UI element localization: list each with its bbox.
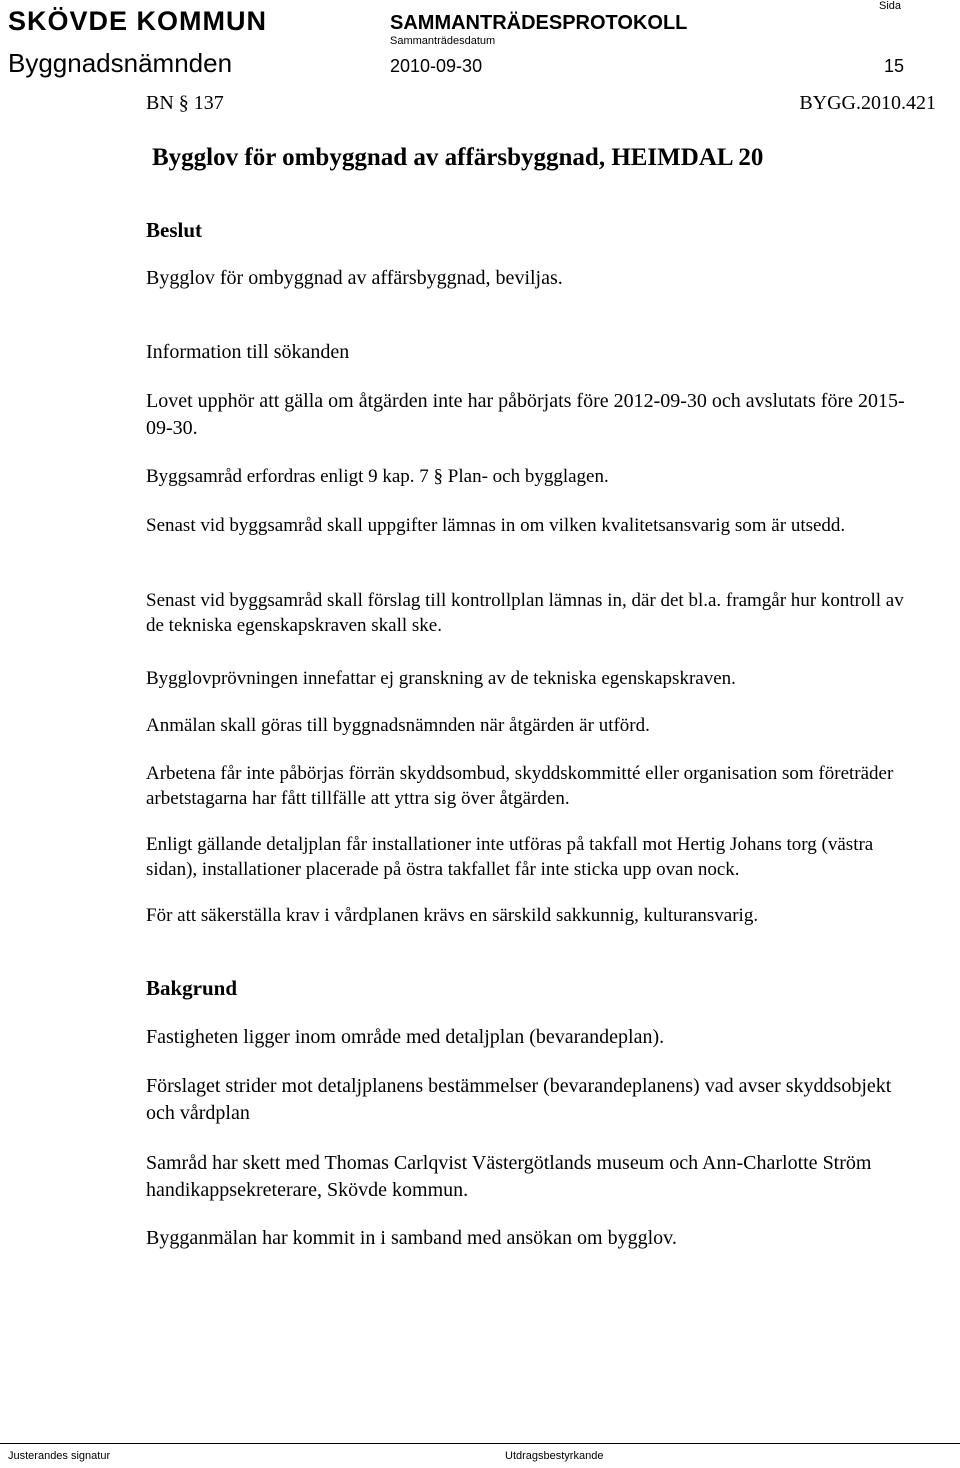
page-caption: Sida	[879, 0, 902, 12]
info-paragraph: Enligt gällande detaljplan får installationer inte utföras på takfall mot Hertig Johans torg (västra sidan), installationer placerade på östra takfallet får inte sticka upp ovan nock.	[146, 834, 874, 880]
background-paragraph: Samråd har skett med Thomas Carlqvist Västergötlands museum och Ann-Charlotte Ström handikappsekreterare, Skövde kommun.	[146, 1152, 872, 1201]
decision-heading: Beslut	[146, 218, 203, 242]
footer-divider	[0, 1443, 960, 1444]
date-caption: Sammanträdesdatum	[390, 35, 496, 47]
info-paragraph: Senast vid byggsamråd skall förslag till kontrollplan lämnas in, där det bl.a. framgår hur kontroll av de tekniska egenskapskraven skall ske.	[146, 590, 904, 636]
matter-title: Bygglov för ombyggnad av affärsbyggnad, HEIMDAL 20	[152, 144, 764, 171]
info-paragraph: Arbetena får inte påbörjas förrän skyddsombud, skyddskommitté eller organisation som företräder arbetstagarna har fått tillfälle att yttra sig över åtgärden.	[146, 763, 894, 809]
extract-label: Utdragsbestyrkande	[505, 1450, 604, 1462]
info-paragraph: Byggsamråd erfordras enligt 9 kap. 7 § Plan- och bygglagen.	[146, 466, 609, 487]
protocol-title: SAMMANTRÄDESPROTOKOLL	[390, 12, 688, 34]
info-paragraph: För att säkerställa krav i vårdplanen krävs en särskild sakkunnig, kulturansvarig.	[146, 905, 759, 926]
background-paragraph: Fastigheten ligger inom område med detaljplan (bevarandeplan).	[146, 1026, 665, 1048]
registration-number: BYGG.2010.421	[799, 92, 936, 114]
info-paragraph: Senast vid byggsamråd skall uppgifter lämnas in om vilken kvalitetsansvarig som är utsedd.	[146, 515, 846, 536]
signature-label: Justerandes signatur	[8, 1450, 111, 1462]
page-number: 15	[884, 56, 905, 76]
info-heading: Information till sökanden	[146, 341, 350, 363]
org-name: SKÖVDE KOMMUN	[8, 6, 268, 36]
background-paragraph: Förslaget strider mot detaljplanens bestämmelser (bevarandeplanens) vad avser skyddsobjekt och vårdplan	[146, 1075, 892, 1124]
info-paragraph: Bygglovprövningen innefattar ej granskning av de tekniska egenskapskraven.	[146, 668, 736, 689]
info-paragraph: Anmälan skall göras till byggnadsnämnden när åtgärden är utförd.	[146, 715, 650, 736]
committee-name: Byggnadsnämnden	[8, 48, 233, 78]
case-number: BN § 137	[146, 92, 224, 114]
background-heading: Bakgrund	[146, 976, 238, 1000]
meeting-date: 2010-09-30	[390, 56, 483, 76]
info-paragraph: Lovet upphör att gälla om åtgärden inte har påbörjats före 2012-09-30 och avslutats före 2015-09-30.	[146, 390, 905, 439]
decision-text: Bygglov för ombyggnad av affärsbyggnad, beviljas.	[146, 267, 563, 289]
background-paragraph: Bygganmälan har kommit in i samband med ansökan om bygglov.	[146, 1227, 677, 1249]
